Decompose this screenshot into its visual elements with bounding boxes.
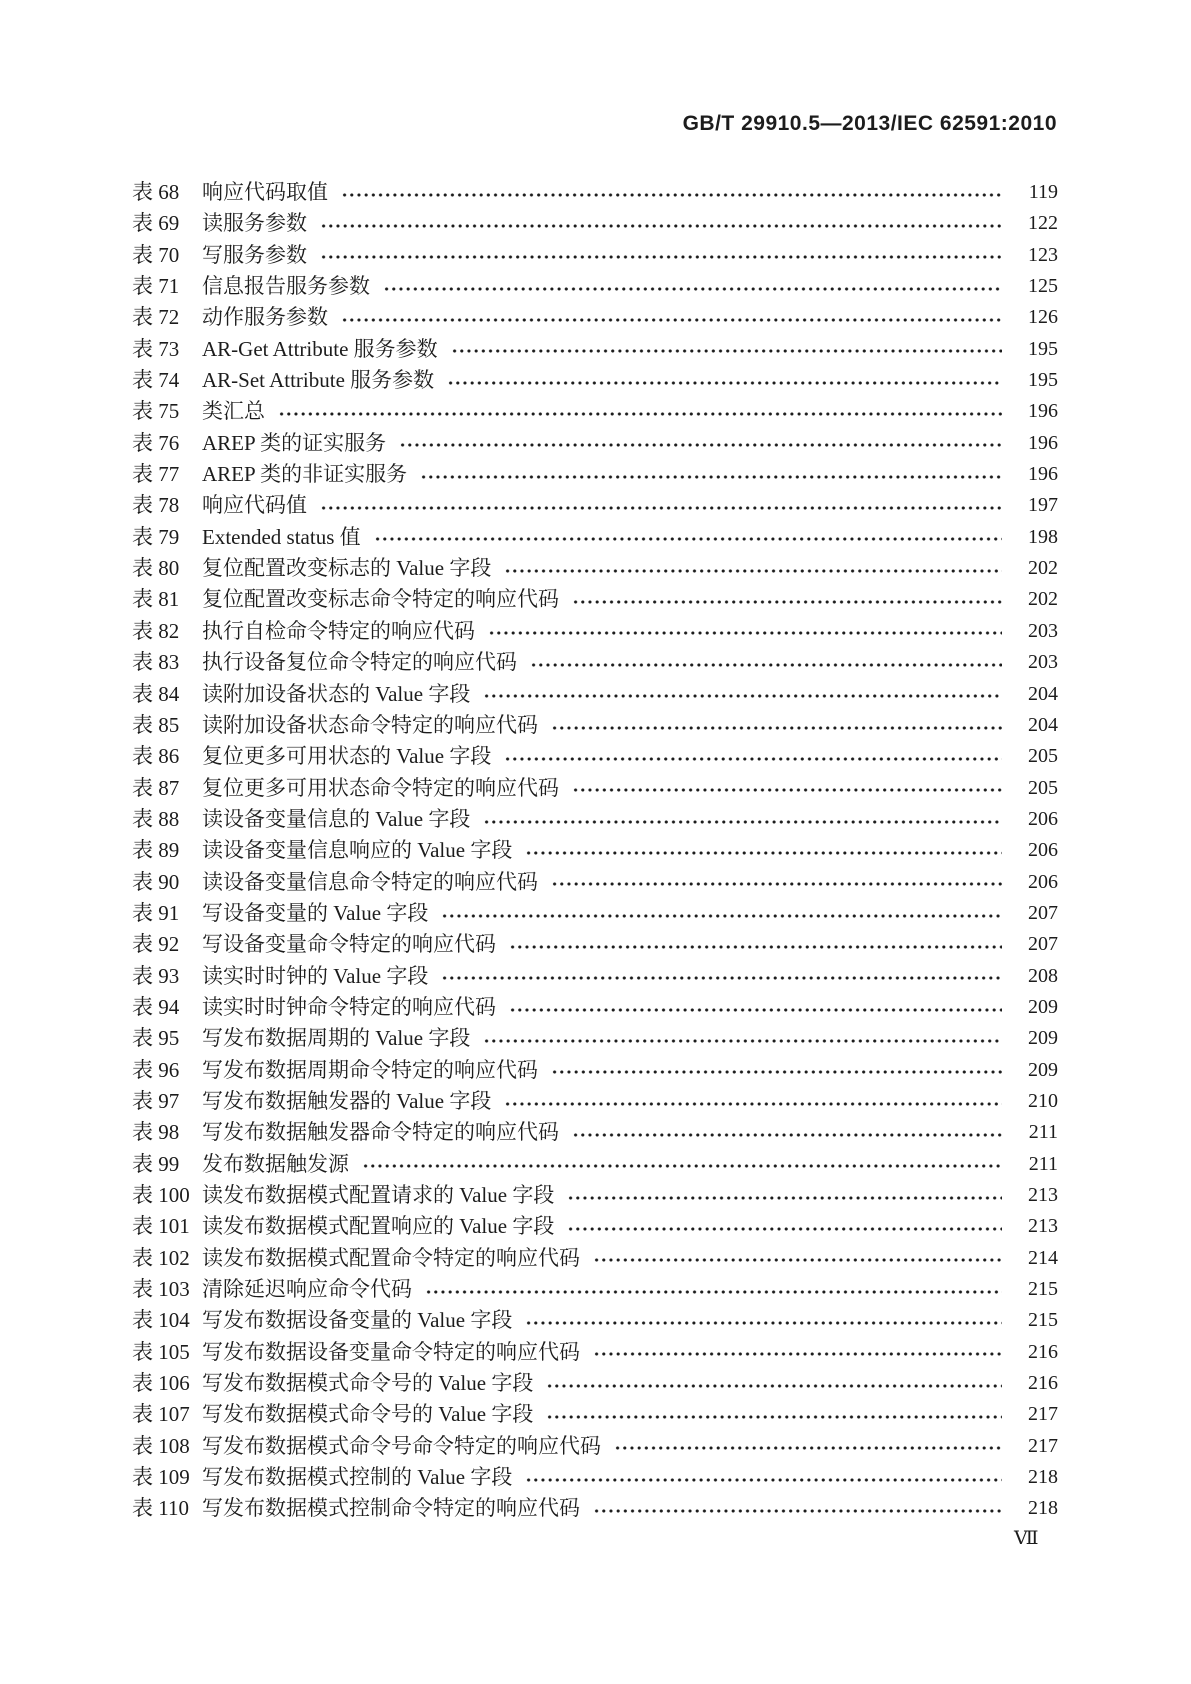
toc-leader-dots (320, 223, 1002, 229)
toc-leader-dots (551, 1069, 1002, 1075)
toc-entry-title: 写发布数据设备变量的 Value 字段 (202, 1308, 513, 1333)
toc-entry (132, 804, 1058, 835)
toc-leader-dots (383, 286, 1002, 292)
toc-entry-title: 读设备变量信息命令特定的响应代码 (202, 869, 538, 894)
toc-entry-label: 表 82 (132, 618, 180, 643)
toc-leader-dots (546, 1414, 1002, 1420)
toc-leader-dots (614, 1445, 1002, 1451)
toc-entry-label: 表 75 (132, 399, 180, 424)
toc-entry (132, 177, 1058, 208)
toc-entry-page: 126 (1028, 306, 1058, 329)
toc-entry-title: 写服务参数 (202, 242, 307, 267)
toc-entry-title: 响应代码值 (202, 493, 307, 518)
toc-entry-page: 211 (1028, 1152, 1058, 1175)
toc-entry (132, 1243, 1058, 1274)
toc-entry (132, 584, 1058, 615)
toc-entry-title: Extended status 值 (202, 524, 361, 549)
toc-entry-label: 表 74 (132, 368, 180, 393)
toc-leader-dots (441, 913, 1002, 919)
toc-entry-page: 205 (1028, 776, 1058, 799)
toc-entry-page: 213 (1028, 1215, 1058, 1238)
toc-entry (132, 553, 1058, 584)
toc-entry-title: AR-Set Attribute 服务参数 (202, 368, 435, 393)
toc-entry-title: 写发布数据触发器的 Value 字段 (202, 1088, 492, 1113)
toc-entry (132, 835, 1058, 866)
toc-leader-dots (420, 474, 1002, 480)
toc-entry-page: 210 (1028, 1089, 1058, 1112)
toc-entry-label: 表 104 (132, 1308, 190, 1333)
toc-entry-title: 写发布数据周期命令特定的响应代码 (202, 1057, 538, 1082)
toc-entry (132, 1211, 1058, 1242)
toc-leader-dots (447, 380, 1002, 386)
toc-entry-title: 读附加设备状态命令特定的响应代码 (202, 712, 538, 737)
toc-entry-page: 123 (1028, 243, 1058, 266)
toc-entry-label: 表 91 (132, 900, 180, 925)
toc-entry-title: 复位更多可用状态的 Value 字段 (202, 744, 492, 769)
toc-entry (132, 1274, 1058, 1305)
toc-leader-dots (341, 192, 1002, 198)
toc-entry (132, 898, 1058, 929)
toc-entry (132, 1055, 1058, 1086)
toc-entry-page: 206 (1028, 807, 1058, 830)
toc-entry-title: 写发布数据模式控制命令特定的响应代码 (202, 1496, 580, 1521)
toc-entry-page: 196 (1028, 431, 1058, 454)
toc-leader-dots (451, 348, 1002, 354)
toc-entry-title: 写发布数据周期的 Value 字段 (202, 1026, 471, 1051)
toc-entry-page: 209 (1028, 995, 1058, 1018)
toc-leader-dots (525, 1320, 1002, 1326)
toc-entry-label: 表 108 (132, 1433, 190, 1458)
toc-entry (132, 208, 1058, 239)
toc-entry-label: 表 84 (132, 681, 180, 706)
toc-entry-label: 表 109 (132, 1465, 190, 1490)
toc-entry-page: 215 (1028, 1309, 1058, 1332)
toc-entry-title: 发布数据触发源 (202, 1151, 349, 1176)
toc-entry-page: 196 (1028, 463, 1058, 486)
toc-leader-dots (488, 630, 1002, 636)
toc-entry-label: 表 70 (132, 242, 180, 267)
toc-entry-page: 196 (1028, 400, 1058, 423)
toc-entry-title: 写发布数据触发器命令特定的响应代码 (202, 1120, 559, 1145)
toc-entry-page: 119 (1028, 181, 1058, 203)
toc-leader-dots (509, 1007, 1002, 1013)
toc-entry (132, 1149, 1058, 1180)
toc-entry-page: 207 (1028, 901, 1058, 924)
toc-entry-page: 204 (1028, 713, 1058, 736)
toc-entry-title: 读实时时钟命令特定的响应代码 (202, 994, 496, 1019)
toc-entry (132, 647, 1058, 678)
toc-leader-dots (572, 599, 1002, 605)
toc-leader-dots (374, 536, 1002, 542)
toc-entry-title: 类汇总 (202, 399, 265, 424)
toc-entry (132, 271, 1058, 302)
toc-entry-label: 表 96 (132, 1057, 180, 1082)
toc-entry-title: AR-Get Attribute 服务参数 (202, 336, 438, 361)
toc-entry-title: 写发布数据模式命令号的 Value 字段 (202, 1402, 534, 1427)
toc-entry-label: 表 99 (132, 1151, 180, 1176)
toc-leader-dots (483, 1038, 1002, 1044)
toc-entry-title: 读发布数据模式配置命令特定的响应代码 (202, 1245, 580, 1270)
toc-entry-page: 217 (1028, 1403, 1058, 1426)
toc-entry-label: 表 71 (132, 274, 180, 299)
toc-entry-label: 表 97 (132, 1088, 180, 1113)
toc-entry-page: 205 (1028, 745, 1058, 768)
toc-entry (132, 490, 1058, 521)
toc-entry (132, 522, 1058, 553)
toc-entry-label: 表 88 (132, 806, 180, 831)
toc-entry-label: 表 73 (132, 336, 180, 361)
toc-leader-dots (593, 1508, 1002, 1514)
toc-entry (132, 1368, 1058, 1399)
toc-entry-title: 写发布数据模式命令号的 Value 字段 (202, 1371, 534, 1396)
toc-entry-page: 203 (1028, 651, 1058, 674)
toc-entry-title: 复位配置改变标志命令特定的响应代码 (202, 587, 559, 612)
toc-entry-label: 表 69 (132, 211, 180, 236)
toc-entry-label: 表 86 (132, 744, 180, 769)
toc-entry (132, 1493, 1058, 1524)
toc-entry (132, 1117, 1058, 1148)
toc-entry-page: 218 (1028, 1497, 1058, 1520)
toc-entry-title: AREP 类的非证实服务 (202, 462, 408, 487)
toc-entry (132, 1337, 1058, 1368)
toc-entry-title: 读发布数据模式配置响应的 Value 字段 (202, 1214, 555, 1239)
toc-entry-page: 211 (1028, 1121, 1058, 1144)
toc-entry-page: 217 (1028, 1434, 1058, 1457)
toc-entry-label: 表 93 (132, 963, 180, 988)
toc-leader-dots (483, 693, 1002, 699)
toc-entry-title: 写发布数据设备变量命令特定的响应代码 (202, 1339, 580, 1364)
toc-leader-dots (572, 1132, 1002, 1138)
toc-entry-page: 207 (1028, 933, 1058, 956)
toc-entry (132, 1023, 1058, 1054)
toc-entry (132, 459, 1058, 490)
toc-entry-label: 表 72 (132, 305, 180, 330)
toc-leader-dots (567, 1195, 1002, 1201)
toc-entry-label: 表 100 (132, 1183, 190, 1207)
toc-entry-page: 204 (1028, 682, 1058, 705)
document-code-header: GB/T 29910.5—2013/IEC 62591:2010 (682, 112, 1057, 135)
toc-entry (132, 1462, 1058, 1493)
toc-entry (132, 961, 1058, 992)
toc-leader-dots (551, 725, 1002, 731)
toc-entry (132, 1180, 1058, 1211)
toc-entry (132, 334, 1058, 365)
toc-entry-title: 执行自检命令特定的响应代码 (202, 618, 475, 643)
toc-entry-label: 表 95 (132, 1026, 180, 1051)
toc-leader-dots (504, 756, 1002, 762)
toc-entry-label: 表 102 (132, 1245, 190, 1270)
toc-entry-title: 读设备变量信息响应的 Value 字段 (202, 838, 513, 863)
toc-entry (132, 1086, 1058, 1117)
toc-entry-page: 206 (1028, 839, 1058, 862)
toc-entry-label: 表 106 (132, 1371, 190, 1396)
toc-entry-label: 表 76 (132, 430, 180, 455)
toc-entry-page: 214 (1028, 1246, 1058, 1269)
toc-entry-page: 216 (1028, 1372, 1058, 1395)
toc-entry-title: 读实时时钟的 Value 字段 (202, 963, 429, 988)
toc-leader-dots (504, 568, 1002, 574)
toc-entry-title: 信息报告服务参数 (202, 274, 370, 299)
toc-leader-dots (320, 505, 1002, 511)
toc-entry-title: 复位配置改变标志的 Value 字段 (202, 556, 492, 581)
toc-leader-dots (483, 819, 1002, 825)
toc-entry-title: 写设备变量命令特定的响应代码 (202, 932, 496, 957)
toc-entry (132, 679, 1058, 710)
toc-entry-label: 表 77 (132, 462, 180, 487)
toc-entry-label: 表 107 (132, 1402, 190, 1427)
toc-entry (132, 365, 1058, 396)
toc-entry-label: 表 68 (132, 180, 180, 204)
toc-leader-dots (320, 254, 1002, 260)
toc-entry-title: 动作服务参数 (202, 305, 328, 330)
toc-entry-page: 125 (1028, 275, 1058, 298)
toc-entry-page: 216 (1028, 1340, 1058, 1363)
toc-leader-dots (572, 787, 1002, 793)
toc-entry-title: AREP 类的证实服务 (202, 430, 387, 455)
toc-entry-page: 202 (1028, 557, 1058, 580)
toc-entry-page: 195 (1028, 369, 1058, 392)
toc-entry-title: 写发布数据模式控制的 Value 字段 (202, 1465, 513, 1490)
toc-leader-dots (551, 881, 1002, 887)
toc-entry-label: 表 94 (132, 994, 180, 1019)
toc-entry-label: 表 89 (132, 838, 180, 863)
toc-entry (132, 302, 1058, 333)
toc-entry-label: 表 87 (132, 775, 180, 800)
toc-leader-dots (593, 1257, 1002, 1263)
toc-entry-page: 208 (1028, 964, 1058, 987)
toc-entry (132, 396, 1058, 427)
toc-entry (132, 992, 1058, 1023)
toc-entry-label: 表 79 (132, 524, 180, 549)
toc-entry (132, 741, 1058, 772)
toc-leader-dots (509, 944, 1002, 950)
toc-entry-label: 表 105 (132, 1339, 190, 1364)
toc-leader-dots (525, 1477, 1002, 1483)
toc-entry-label: 表 98 (132, 1120, 180, 1145)
toc-entry (132, 1305, 1058, 1336)
toc-entry-title: 响应代码取值 (202, 180, 328, 204)
toc-leader-dots (546, 1383, 1002, 1389)
toc-entry-label: 表 81 (132, 587, 180, 612)
toc-entry (132, 428, 1058, 459)
toc-entry-label: 表 92 (132, 932, 180, 957)
toc-entry-page: 209 (1028, 1027, 1058, 1050)
toc-entry-label: 表 80 (132, 556, 180, 581)
toc-entry-page: 122 (1028, 212, 1058, 235)
page-number: Ⅶ (1014, 1528, 1039, 1549)
toc-entry-label: 表 78 (132, 493, 180, 518)
toc-leader-dots (530, 662, 1002, 668)
toc-entry-label: 表 103 (132, 1277, 190, 1302)
toc-entry-title: 写发布数据模式命令号命令特定的响应代码 (202, 1433, 601, 1458)
toc-leader-dots (525, 850, 1002, 856)
toc-entry-title: 写设备变量的 Value 字段 (202, 900, 429, 925)
toc-entry-label: 表 83 (132, 650, 180, 675)
toc-entry-page: 213 (1028, 1184, 1058, 1206)
toc-entry-page: 198 (1028, 525, 1058, 548)
toc-entry-title: 读服务参数 (202, 211, 307, 236)
toc-entry-page: 195 (1028, 337, 1058, 360)
toc-entry-label: 表 90 (132, 869, 180, 894)
toc-entry-title: 复位更多可用状态命令特定的响应代码 (202, 775, 559, 800)
toc-entry-label: 表 85 (132, 712, 180, 737)
toc-entry (132, 773, 1058, 804)
toc-entry-page: 197 (1028, 494, 1058, 517)
toc-entry (132, 929, 1058, 960)
toc-entry-page: 215 (1028, 1278, 1058, 1301)
toc-leader-dots (278, 411, 1002, 417)
toc-entry-page: 203 (1028, 619, 1058, 642)
toc-entry (132, 616, 1058, 647)
toc-entry-title: 执行设备复位命令特定的响应代码 (202, 650, 517, 675)
toc-entry (132, 240, 1058, 271)
toc-entry-title: 读附加设备状态的 Value 字段 (202, 681, 471, 706)
toc-entry-page: 206 (1028, 870, 1058, 893)
toc-entry (132, 710, 1058, 741)
toc-leader-dots (362, 1163, 1002, 1169)
toc-leader-dots (441, 975, 1002, 981)
toc-leader-dots (567, 1226, 1002, 1232)
toc-entry (132, 1431, 1058, 1462)
toc-entry (132, 1399, 1058, 1430)
toc-leader-dots (593, 1351, 1002, 1357)
toc-entry (132, 867, 1058, 898)
toc-entry-title: 读发布数据模式配置请求的 Value 字段 (202, 1183, 555, 1207)
toc-entry-page: 202 (1028, 588, 1058, 611)
table-of-contents-list (132, 177, 1058, 1525)
toc-entry-label: 表 101 (132, 1214, 190, 1239)
toc-leader-dots (399, 442, 1002, 448)
toc-leader-dots (504, 1101, 1002, 1107)
toc-entry-page: 209 (1028, 1058, 1058, 1081)
toc-leader-dots (341, 317, 1002, 323)
toc-entry-title: 清除延迟响应命令代码 (202, 1277, 412, 1302)
toc-entry-page: 218 (1028, 1466, 1058, 1489)
toc-entry-title: 读设备变量信息的 Value 字段 (202, 806, 471, 831)
toc-leader-dots (425, 1289, 1002, 1295)
toc-entry-label: 表 110 (132, 1496, 189, 1521)
